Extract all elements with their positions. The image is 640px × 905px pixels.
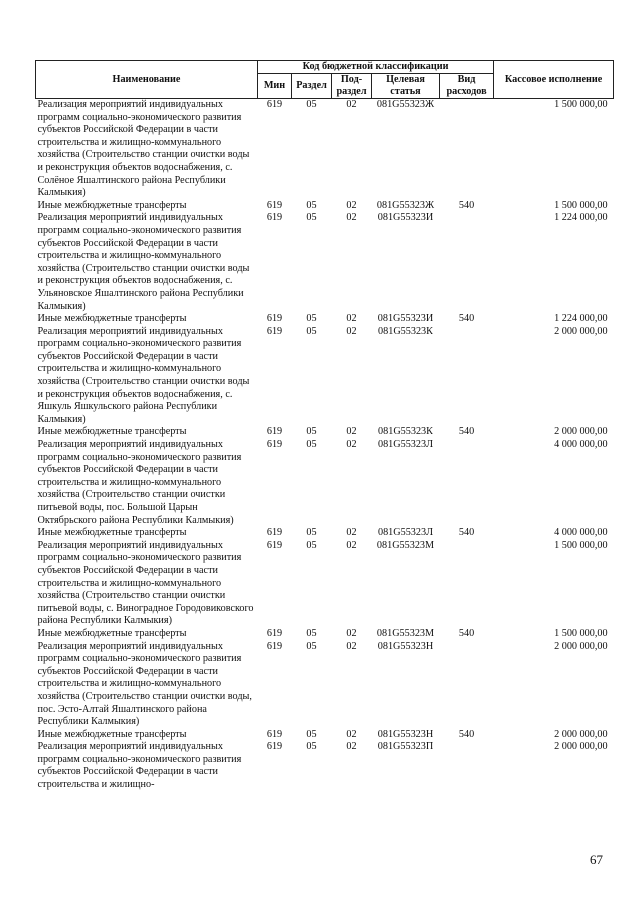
row-podrazdel: 02	[346, 741, 357, 753]
row-vid: 540	[458, 199, 475, 211]
row-razdel: 05	[306, 527, 317, 539]
row-vid	[440, 641, 494, 729]
table-row	[36, 641, 614, 729]
row-name: Иные межбюджетные трансферты	[37, 728, 187, 740]
row-name: Реализация мероприятий индивидуальных программ социально-экономического развития субъектов Российской Федерации в части строительства и жилищно-	[37, 741, 242, 791]
row-cel: 081G55323П	[377, 741, 434, 753]
row-vid: 540	[458, 313, 475, 325]
row-min: 619	[266, 741, 283, 753]
row-sum: 2 000 000,00	[554, 325, 608, 337]
table-row	[36, 326, 614, 427]
row-podrazdel: 02	[346, 439, 357, 451]
row-cel: 081G55323И	[377, 313, 434, 325]
row-min: 619	[266, 426, 283, 438]
row-min: 619	[266, 439, 283, 451]
row-sum: 4 000 000,00	[554, 439, 608, 451]
row-razdel: 05	[306, 212, 317, 224]
row-name: Иные межбюджетные трансферты	[37, 426, 187, 438]
row-razdel: 05	[306, 741, 317, 753]
row-name: Реализация мероприятий индивидуальных программ социально-экономического развития субъектов Российской Федерации в части строительства и жилищно-коммунального хозяйства (Строительство станции очистки воды, пос. Эсто-Алтай Яшалтинского района Республики Калмыкия)	[37, 640, 252, 728]
row-podrazdel: 02	[346, 426, 357, 438]
page-number: 67	[590, 852, 603, 867]
row-sum: 1 500 000,00	[554, 627, 608, 639]
row-min: 619	[266, 325, 283, 337]
row-min: 619	[266, 199, 283, 211]
row-podrazdel: 02	[346, 640, 357, 652]
row-vid	[440, 326, 494, 427]
row-razdel: 05	[306, 313, 317, 325]
row-sum: 1 500 000,00	[554, 199, 608, 211]
row-podrazdel: 02	[346, 627, 357, 639]
row-cel: 081G55323Л	[377, 439, 434, 451]
row-cel: 081G55323Н	[377, 640, 434, 652]
table-header	[36, 61, 614, 99]
row-sum: 2 000 000,00	[554, 640, 608, 652]
row-cel: 081G55323К	[378, 325, 433, 337]
row-razdel: 05	[306, 627, 317, 639]
row-sum: 2 000 000,00	[554, 426, 608, 438]
row-cel: 081G55323М	[376, 539, 435, 551]
row-min: 619	[266, 640, 283, 652]
table-row	[36, 212, 614, 313]
row-name: Иные межбюджетные трансферты	[37, 199, 187, 211]
row-razdel: 05	[306, 728, 317, 740]
table-row	[36, 439, 614, 527]
row-razdel: 05	[306, 99, 317, 110]
row-podrazdel: 02	[346, 539, 357, 551]
row-podrazdel: 02	[346, 99, 357, 110]
row-min: 619	[266, 527, 283, 539]
row-vid	[440, 540, 494, 628]
budget-table	[35, 60, 614, 792]
header-name: Наименование	[36, 61, 258, 99]
row-sum: 4 000 000,00	[554, 527, 608, 539]
row-razdel: 05	[306, 539, 317, 551]
table-row	[36, 99, 614, 200]
row-cel: 081G55323Л	[377, 527, 434, 539]
table-row	[36, 628, 614, 641]
row-vid	[440, 741, 494, 791]
row-cel: 081G55323И	[377, 212, 434, 224]
table-row	[36, 313, 614, 326]
row-sum: 1 224 000,00	[554, 313, 608, 325]
row-sum: 1 500 000,00	[554, 99, 608, 110]
header-sum: Кассовое исполнение	[494, 61, 614, 99]
row-podrazdel: 02	[346, 527, 357, 539]
row-sum: 2 000 000,00	[554, 728, 608, 740]
header-min: Мин	[258, 74, 292, 99]
row-cel: 081G55323Н	[377, 728, 434, 740]
row-podrazdel: 02	[346, 325, 357, 337]
row-cel: 081G55323М	[376, 627, 435, 639]
row-podrazdel: 02	[346, 199, 357, 211]
row-min: 619	[266, 539, 283, 551]
row-name: Реализация мероприятий индивидуальных программ социально-экономического развития субъектов Российской Федерации в части строительства и жилищно-коммунального хозяйства (Строительство станции очистки питьевой воды, с. Виноградное Городовиковского района Республики Калмыкия)	[37, 539, 254, 627]
row-razdel: 05	[306, 199, 317, 211]
row-name: Реализация мероприятий индивидуальных программ социально-экономического развития субъектов Российской Федерации в части строительства и жилищно-коммунального хозяйства (Строительство станции очистки воды и реконструкция объектов водоснабжения, с. Ульяновское Яшалтинского района Республики Калмыкия)	[37, 212, 250, 312]
row-sum: 1 224 000,00	[554, 212, 608, 224]
row-cel: 081G55323Ж	[376, 99, 435, 110]
header-kbk-group: Код бюджетной классификации	[258, 61, 494, 74]
row-min: 619	[266, 99, 283, 110]
row-podrazdel: 02	[346, 313, 357, 325]
row-min: 619	[266, 212, 283, 224]
row-razdel: 05	[306, 640, 317, 652]
row-min: 619	[266, 627, 283, 639]
table-row	[36, 741, 614, 791]
table-row	[36, 540, 614, 628]
row-razdel: 05	[306, 439, 317, 451]
row-vid: 540	[458, 426, 475, 438]
row-min: 619	[266, 728, 283, 740]
header-vid: Вид расходов	[440, 74, 494, 99]
row-sum: 2 000 000,00	[554, 741, 608, 753]
header-cel: Целевая статья	[372, 74, 440, 99]
row-name: Реализация мероприятий индивидуальных программ социально-экономического развития субъектов Российской Федерации в части строительства и жилищно-коммунального хозяйства (Строительство станции очистки питьевой воды, пос. Большой Царын Октябрьского района Республики Калмыкия)	[37, 439, 242, 526]
row-razdel: 05	[306, 426, 317, 438]
row-name: Иные межбюджетные трансферты	[37, 627, 187, 639]
header-podrazdel: Под-раздел	[332, 74, 372, 99]
row-podrazdel: 02	[346, 212, 357, 224]
row-vid: 540	[458, 627, 475, 639]
row-name: Иные межбюджетные трансферты	[37, 527, 187, 539]
row-cel: 081G55323Ж	[376, 199, 435, 211]
table-body	[36, 99, 614, 792]
table-row	[36, 426, 614, 439]
table-row	[36, 527, 614, 540]
table-row	[36, 200, 614, 213]
row-name: Реализация мероприятий индивидуальных программ социально-экономического развития субъектов Российской Федерации в части строительства и жилищно-коммунального хозяйства (Строительство станции очистки воды и реконструкция объектов водоснабжения, с. Яшкуль Яшкульского района Республики Калмыкия)	[37, 325, 250, 425]
row-razdel: 05	[306, 325, 317, 337]
row-cel: 081G55323К	[378, 426, 433, 438]
row-sum: 1 500 000,00	[554, 539, 608, 551]
row-vid	[440, 212, 494, 313]
row-vid: 540	[458, 527, 475, 539]
row-name: Иные межбюджетные трансферты	[37, 313, 187, 325]
table-row	[36, 729, 614, 742]
row-vid: 540	[458, 728, 475, 740]
row-vid	[440, 99, 494, 200]
row-vid	[440, 439, 494, 527]
row-podrazdel: 02	[346, 728, 357, 740]
row-min: 619	[266, 313, 283, 325]
header-razdel: Раздел	[292, 74, 332, 99]
row-name: Реализация мероприятий индивидуальных программ социально-экономического развития субъектов Российской Федерации в части строительства и жилищно-коммунального хозяйства (Строительство станции очистки воды и реконструкция объектов водоснабжения, с. Солёное Яшалтинского района Республики Калмыкия)	[37, 99, 250, 199]
